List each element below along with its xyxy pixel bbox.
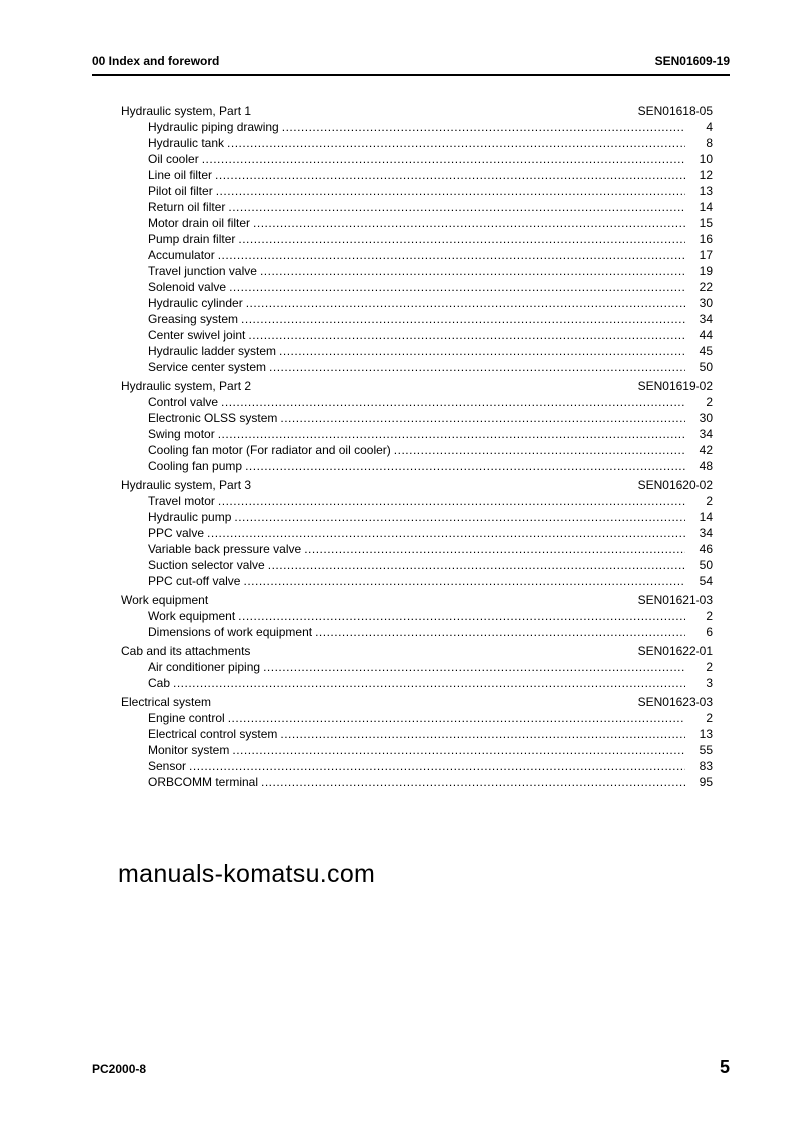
item-page: 2	[706, 609, 713, 623]
item-label: PPC valve	[148, 526, 205, 540]
item-page: 22	[699, 280, 713, 294]
dot-leader	[216, 183, 685, 199]
item-label: Cab	[148, 676, 171, 690]
dot-leader	[253, 215, 685, 231]
item-page: 14	[699, 510, 713, 524]
watermark: manuals-komatsu.com	[118, 860, 376, 888]
toc-item[interactable]	[121, 263, 713, 279]
section-code: SEN01619-02	[637, 379, 713, 393]
dot-leader	[280, 410, 685, 426]
dot-leader	[215, 167, 685, 183]
dot-leader	[229, 279, 685, 295]
item-label: Center swivel joint	[148, 328, 246, 342]
item-page: 12	[699, 168, 713, 182]
item-label: Monitor system	[148, 743, 230, 757]
toc-item[interactable]	[121, 557, 713, 573]
toc-item[interactable]	[121, 675, 713, 691]
section-code: SEN01621-03	[637, 593, 713, 607]
section-title: Work equipment	[121, 593, 209, 607]
toc-item[interactable]	[121, 295, 713, 311]
dot-leader	[234, 509, 685, 525]
dot-leader	[315, 624, 685, 640]
item-page: 48	[699, 459, 713, 473]
toc-item[interactable]	[121, 442, 713, 458]
footer-page-number: 5	[719, 1057, 730, 1077]
item-label: Air conditioner piping	[148, 660, 261, 674]
dot-leader	[282, 119, 685, 135]
item-page: 50	[699, 360, 713, 374]
item-label: Hydraulic cylinder	[148, 296, 243, 310]
toc-item[interactable]	[121, 525, 713, 541]
item-label: Suction selector valve	[148, 558, 265, 572]
header-document-code: SEN01609-19	[654, 54, 730, 68]
toc-section[interactable]	[121, 378, 713, 394]
toc-item[interactable]	[121, 343, 713, 359]
dot-leader	[243, 573, 685, 589]
item-page: 95	[699, 775, 713, 789]
dot-leader	[248, 327, 685, 343]
toc-section[interactable]	[121, 477, 713, 493]
dot-leader	[260, 263, 685, 279]
toc-item[interactable]	[121, 135, 713, 151]
item-page: 4	[706, 120, 713, 134]
toc-item[interactable]	[121, 426, 713, 442]
section-title: Cab and its attachments	[121, 644, 251, 658]
toc-item[interactable]	[121, 774, 713, 790]
section-code: SEN01618-05	[637, 104, 713, 118]
toc-item[interactable]	[121, 659, 713, 675]
item-page: 19	[699, 264, 713, 278]
item-page: 14	[699, 200, 713, 214]
item-page: 17	[699, 248, 713, 262]
dot-leader	[280, 726, 685, 742]
item-label: Service center system	[148, 360, 267, 374]
dot-leader	[227, 135, 685, 151]
item-page: 30	[699, 411, 713, 425]
item-label: Pilot oil filter	[148, 184, 213, 198]
toc-section[interactable]	[121, 694, 713, 710]
dot-leader	[245, 458, 685, 474]
section-title: Hydraulic system, Part 1	[121, 104, 252, 118]
item-page: 3	[706, 676, 713, 690]
dot-leader	[238, 608, 685, 624]
item-page: 13	[699, 184, 713, 198]
toc-item[interactable]	[121, 742, 713, 758]
toc-item[interactable]	[121, 247, 713, 263]
toc-item[interactable]	[121, 311, 713, 327]
item-label: Cooling fan pump	[148, 459, 243, 473]
dot-leader	[207, 525, 685, 541]
dot-leader	[202, 151, 685, 167]
dot-leader	[394, 442, 685, 458]
item-page: 2	[706, 711, 713, 725]
toc-item[interactable]	[121, 410, 713, 426]
item-label: Control valve	[148, 395, 219, 409]
toc-item[interactable]	[121, 183, 713, 199]
toc-item[interactable]	[121, 119, 713, 135]
toc-item[interactable]	[121, 493, 713, 509]
item-page: 2	[706, 395, 713, 409]
section-title: Hydraulic system, Part 3	[121, 478, 252, 492]
toc-item[interactable]	[121, 758, 713, 774]
dot-leader	[263, 659, 685, 675]
item-label: Travel junction valve	[148, 264, 257, 278]
item-page: 45	[699, 344, 713, 358]
item-label: Electrical control system	[148, 727, 278, 741]
toc-section[interactable]	[121, 592, 713, 608]
section-title: Electrical system	[121, 695, 212, 709]
dot-leader	[228, 199, 685, 215]
dot-leader	[261, 774, 685, 790]
item-page: 34	[699, 312, 713, 326]
table-of-contents	[121, 103, 713, 790]
item-page: 50	[699, 558, 713, 572]
toc-item[interactable]	[121, 359, 713, 375]
section-code: SEN01622-01	[637, 644, 713, 658]
item-label: Pump drain filter	[148, 232, 236, 246]
dot-leader	[268, 557, 685, 573]
dot-leader	[218, 493, 685, 509]
item-page: 83	[699, 759, 713, 773]
item-page: 2	[706, 660, 713, 674]
toc-item[interactable]	[121, 231, 713, 247]
toc-item[interactable]	[121, 624, 713, 640]
toc-item[interactable]	[121, 151, 713, 167]
toc-item[interactable]	[121, 394, 713, 410]
item-label: Travel motor	[148, 494, 215, 508]
toc-item[interactable]	[121, 167, 713, 183]
item-page: 15	[699, 216, 713, 230]
toc-section[interactable]	[121, 103, 713, 119]
toc-item[interactable]	[121, 710, 713, 726]
dot-leader	[269, 359, 685, 375]
section-code: SEN01623-03	[637, 695, 713, 709]
item-label: Solenoid valve	[148, 280, 227, 294]
item-page: 13	[699, 727, 713, 741]
section-title: Hydraulic system, Part 2	[121, 379, 252, 393]
item-label: Hydraulic pump	[148, 510, 232, 524]
item-page: 16	[699, 232, 713, 246]
item-label: Hydraulic ladder system	[148, 344, 277, 358]
item-page: 34	[699, 427, 713, 441]
toc-item[interactable]	[121, 509, 713, 525]
item-label: Motor drain oil filter	[148, 216, 251, 230]
toc-item[interactable]	[121, 573, 713, 589]
dot-leader	[173, 675, 685, 691]
dot-leader	[279, 343, 685, 359]
item-page: 2	[706, 494, 713, 508]
item-page: 46	[699, 542, 713, 556]
item-page: 6	[706, 625, 713, 639]
item-label: Engine control	[148, 711, 225, 725]
item-page: 42	[699, 443, 713, 457]
item-label: Work equipment	[148, 609, 236, 623]
toc-item[interactable]	[121, 279, 713, 295]
item-label: ORBCOMM terminal	[148, 775, 259, 789]
item-label: PPC cut-off valve	[148, 574, 241, 588]
toc-item[interactable]	[121, 199, 713, 215]
item-label: Return oil filter	[148, 200, 226, 214]
dot-leader	[189, 758, 685, 774]
item-label: Sensor	[148, 759, 187, 773]
item-label: Oil cooler	[148, 152, 199, 166]
dot-leader	[232, 742, 685, 758]
item-page: 54	[699, 574, 713, 588]
dot-leader	[241, 311, 685, 327]
header-chapter-title: 00 Index and foreword	[92, 54, 220, 68]
toc-item[interactable]	[121, 327, 713, 343]
item-label: Dimensions of work equipment	[148, 625, 313, 639]
dot-leader	[218, 247, 685, 263]
toc-item[interactable]	[121, 458, 713, 474]
dot-leader	[246, 295, 685, 311]
toc-item[interactable]	[121, 215, 713, 231]
item-label: Hydraulic tank	[148, 136, 225, 150]
item-page: 8	[706, 136, 713, 150]
item-label: Swing motor	[148, 427, 215, 441]
item-page: 34	[699, 526, 713, 540]
toc-item[interactable]	[121, 726, 713, 742]
dot-leader	[304, 541, 685, 557]
dot-leader	[238, 231, 685, 247]
dot-leader	[218, 426, 685, 442]
toc-section[interactable]	[121, 643, 713, 659]
toc-item[interactable]	[121, 608, 713, 624]
item-label: Hydraulic piping drawing	[148, 120, 279, 134]
item-label: Variable back pressure valve	[148, 542, 302, 556]
item-label: Line oil filter	[148, 168, 213, 182]
item-label: Electronic OLSS system	[148, 411, 278, 425]
dot-leader	[221, 394, 685, 410]
item-page: 55	[699, 743, 713, 757]
header-rule	[92, 74, 730, 76]
item-page: 44	[699, 328, 713, 342]
item-page: 30	[699, 296, 713, 310]
footer-model: PC2000-8	[92, 1062, 147, 1076]
section-code: SEN01620-02	[637, 478, 713, 492]
dot-leader	[228, 710, 685, 726]
item-label: Accumulator	[148, 248, 215, 262]
item-label: Cooling fan motor (For radiator and oil cooler)	[148, 443, 391, 457]
toc-item[interactable]	[121, 541, 713, 557]
item-label: Greasing system	[148, 312, 239, 326]
item-page: 10	[699, 152, 713, 166]
